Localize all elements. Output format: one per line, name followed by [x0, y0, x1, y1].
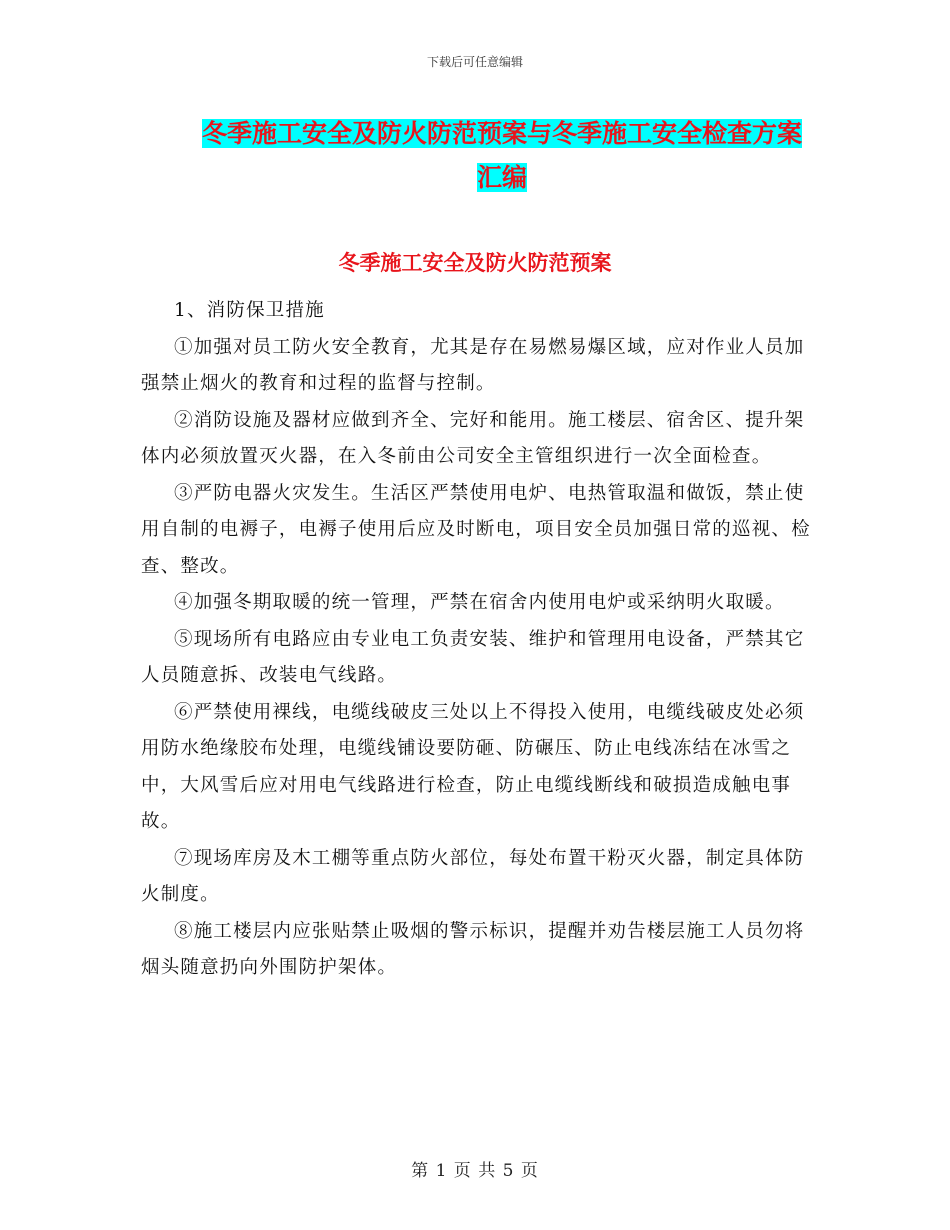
list-item: ③严防电器火灾发生。生活区严禁使用电炉、电热管取温和做饭，禁止使用自制的电褥子，电褥子使用后应及时断电，项目安全员加强日常的巡视、检查、整改。 [141, 482, 811, 577]
document-title [192, 112, 812, 200]
page-footer: 第 1 页 共 5 页 [411, 1161, 539, 1181]
list-item: ⑤现场所有电路应由专业电工负责安装、维护和管理用电设备，严禁其它人员随意拆、改装电气线路。 [141, 628, 805, 686]
sub-heading: 1、消防保卫措施 [174, 300, 325, 321]
section-title: 冬季施工安全及防火防范预案 [338, 250, 612, 275]
list-item: ④加强冬期取暖的统一管理，严禁在宿舍内使用电炉或采纳明火取暖。 [174, 592, 785, 613]
list-item: ⑦现场库房及木工棚等重点防火部位，每处布置干粉灭火器，制定具体防火制度。 [141, 847, 805, 905]
document-title-text: 冬季施工安全及防火防范预案与冬季施工安全检查方案汇编 [201, 119, 802, 192]
header-note: 下载后可任意编辑 [426, 55, 523, 69]
list-item: ①加强对员工防火安全教育，尤其是存在易燃易爆区域，应对作业人员加强禁止烟火的教育和过程的监督与控制。 [141, 336, 805, 394]
list-item: ②消防设施及器材应做到齐全、完好和能用。施工楼层、宿舍区、提升架体内必须放置灭火器，在入冬前由公司安全主管组织进行一次全面检查。 [141, 409, 805, 467]
list-item: ⑧施工楼层内应张贴禁止吸烟的警示标识，提醒并劝告楼层施工人员勿将烟头随意扔向外围防护架体。 [141, 920, 805, 978]
document-body [141, 293, 813, 987]
list-item: ⑥严禁使用裸线，电缆线破皮三处以上不得投入使用，电缆线破皮处必须用防水绝缘胶布处理，电缆线铺设要防砸、防碾压、防止电线冻结在冰雪之中，大风雪后应对用电气线路进行检查，防止电缆线断线和破损造成触电事故。 [141, 701, 805, 832]
